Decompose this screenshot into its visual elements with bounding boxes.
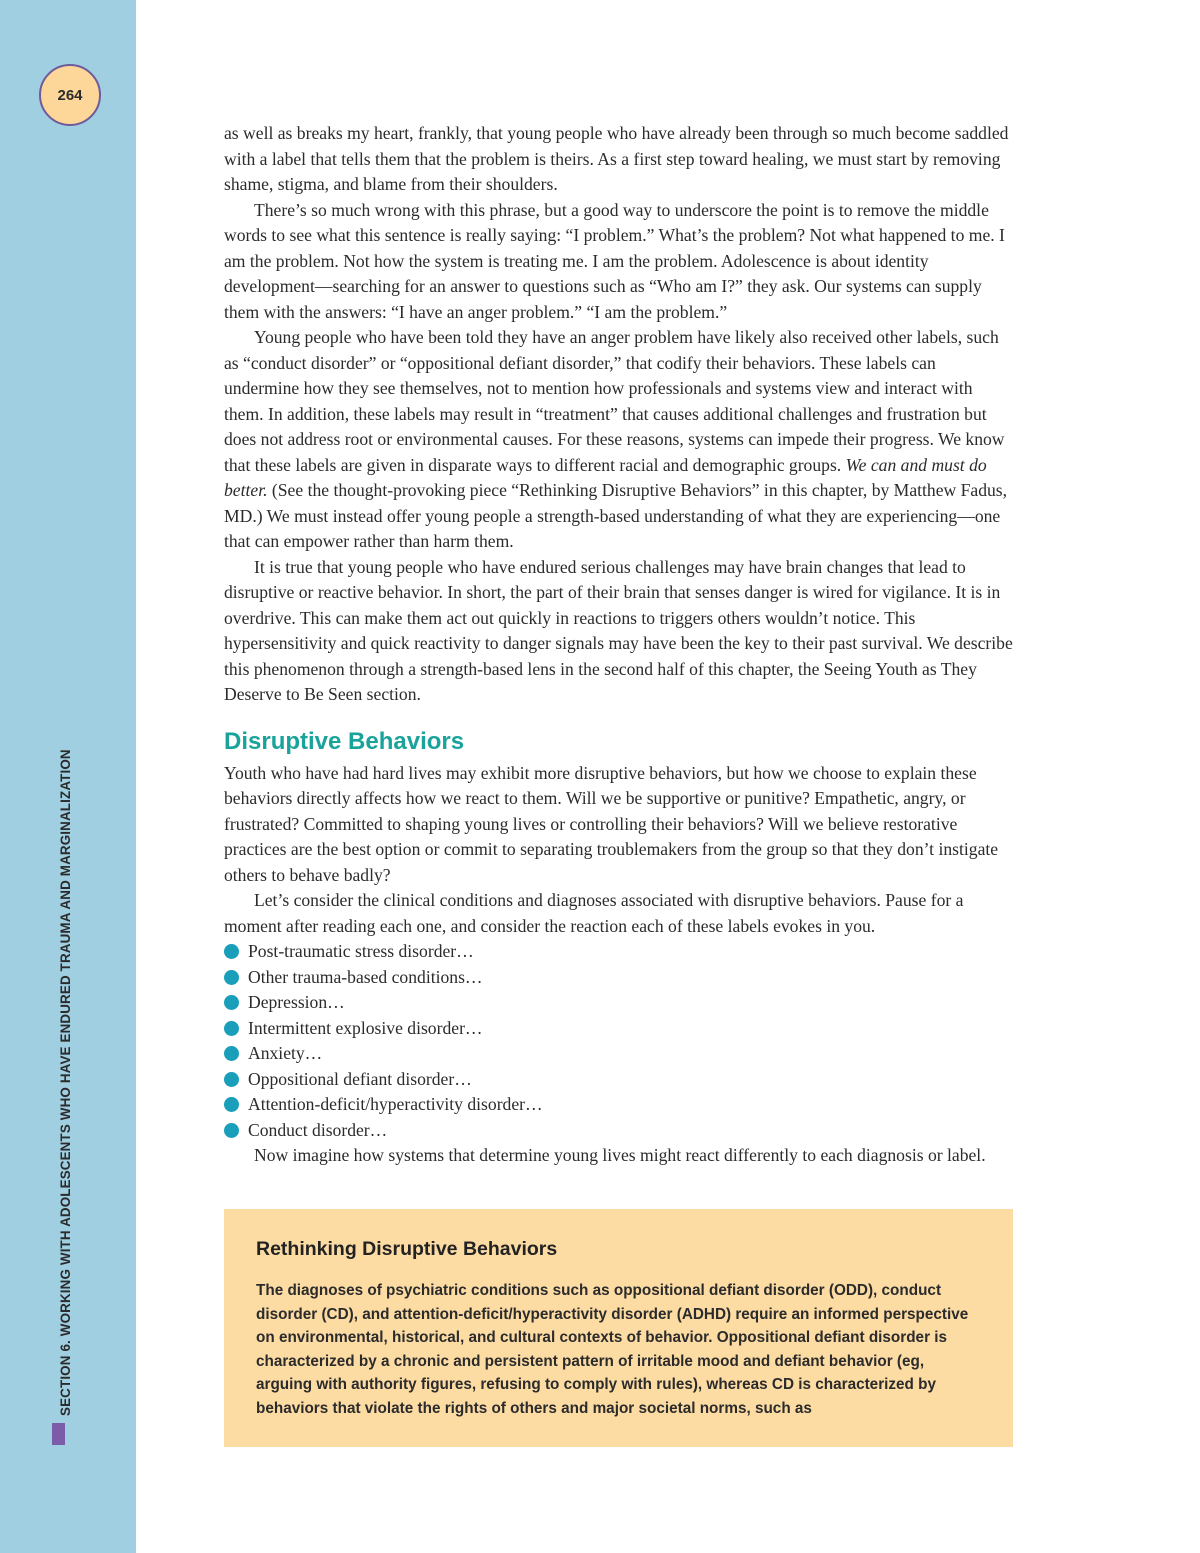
bullet-icon	[224, 1123, 239, 1138]
diagnosis-list	[224, 939, 1014, 1143]
paragraph-3-end: (See the thought-provoking piece “Rethinking Disruptive Behaviors” in this chapter, by Matthew Fadus, MD.) We must instead offer young people a strength-based understanding of what they are experiencing—one that can empower rather than harm them.	[224, 480, 1008, 551]
bullet-icon	[224, 1097, 239, 1112]
section-heading: Disruptive Behaviors	[224, 727, 465, 755]
list-item: Intermittent explosive disorder…	[224, 1016, 1014, 1042]
section-marker	[52, 1423, 65, 1445]
section-paragraph-3: Now imagine how systems that determine young lives might react differently to each diagnosis or label.	[254, 1145, 986, 1165]
sidebar-title: Rethinking Disruptive Behaviors	[256, 1238, 558, 1260]
page-number: 264	[57, 86, 83, 104]
list-item: Anxiety…	[224, 1041, 1014, 1067]
section-paragraph-1: Youth who have had hard lives may exhibit more disruptive behaviors, but how we choose to explain these behaviors directly affects how we react to them. Will we be supportive or punitive? Empathetic, angry, or frustrated? Committed to shaping young lives or controlling their behaviors? Will we believe restorative practices are the best option or commit to separating troublemakers from the group so that they don’t instigate others to behave badly?	[224, 762, 999, 885]
list-item: Oppositional defiant disorder…	[224, 1067, 1014, 1093]
list-item: Other trauma-based conditions…	[224, 965, 1014, 991]
bullet-icon	[224, 944, 239, 959]
list-item: Conduct disorder…	[224, 1118, 1014, 1144]
paragraph-3-start: Young people who have been told they have an anger problem have likely also received other labels, such as “conduct disorder” or “oppositional defiant disorder,” that codify their behaviors. These labels can undermine how they see themselves, not to mention how professionals and systems view and interact with them. In addition, these labels may result in “treatment” that causes additional challenges and frustration but does not address root or environmental causes. For these reasons, systems can impede their progress. We know that these labels are given in disparate ways to different racial and demographic groups.	[224, 327, 1005, 475]
paragraph-3	[224, 325, 1014, 555]
bullet-icon	[224, 1046, 239, 1061]
main-content	[224, 121, 1014, 1169]
list-item: Post-traumatic stress disorder…	[224, 939, 1014, 965]
bullet-icon	[224, 1021, 239, 1036]
bullet-icon	[224, 1072, 239, 1087]
paragraph-3-emphasis: We can and must do better.	[224, 454, 987, 500]
section-running-head: SECTION 6. WORKING WITH ADOLESCENTS WHO HAVE ENDURED TRAUMA AND MARGINALIZATION	[58, 749, 73, 1416]
sidebar-box	[224, 1209, 1013, 1447]
list-item: Depression…	[224, 990, 1014, 1016]
sidebar-text: The diagnoses of psychiatric conditions such as oppositional defiant disorder (ODD), conduct disorder (CD), and attention-deficit/hyperactivity disorder (ADHD) require an informed perspective on environmental, historical, and cultural contexts of behavior. Oppositional defiant disorder is characterized by a chronic and persistent pattern of irritable mood and defiant behavior (eg, arguing with authority figures, refusing to comply with rules), whereas CD is characterized by behaviors that violate the rights of others and major societal norms, such as	[256, 1282, 969, 1417]
paragraph-1: as well as breaks my heart, frankly, that young people who have already been through so much become saddled with a label that tells them that the problem is theirs. As a first step toward healing, we must start by removing shame, stigma, and blame from their shoulders.	[224, 123, 1009, 194]
paragraph-2: There’s so much wrong with this phrase, but a good way to underscore the point is to remove the middle words to see what this sentence is really saying: “I problem.” What’s the problem? Not what happened to me. I am the problem. Not how the system is treating me. I am the problem. Adolescence is about identity development—searching for an answer to questions such as “Who am I?” they ask. Our systems can supply them with the answers: “I have an anger problem.” “I am the problem.”	[224, 199, 1005, 322]
bullet-icon	[224, 970, 239, 985]
page-number-badge	[39, 64, 101, 126]
list-item: Attention-deficit/hyperactivity disorder…	[224, 1092, 1014, 1118]
section-paragraph-2: Let’s consider the clinical conditions and diagnoses associated with disruptive behaviors. Pause for a moment after reading each one, and consider the reaction each of these labels evokes in you.	[224, 890, 964, 936]
bullet-icon	[224, 995, 239, 1010]
paragraph-4: It is true that young people who have endured serious challenges may have brain changes that lead to disruptive or reactive behavior. In short, the part of their brain that senses danger is wired for vigilance. It is in overdrive. This can make them act out quickly in reactions to triggers others wouldn’t notice. This hypersensitivity and quick reactivity to danger signals may have been the key to their past survival. We describe this phenomenon through a strength-based lens in the second half of this chapter, the Seeing Youth as They Deserve to Be Seen section.	[224, 556, 1013, 704]
